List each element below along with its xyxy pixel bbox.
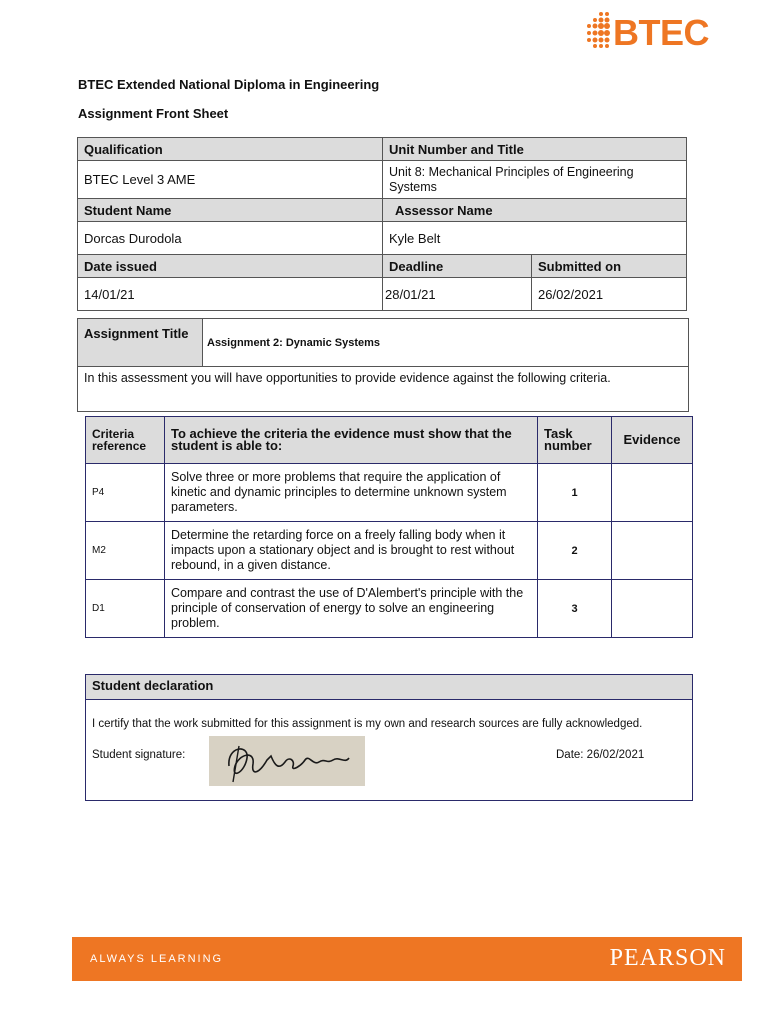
criteria-ref: P4 — [86, 464, 165, 522]
assignment-box — [77, 318, 689, 412]
handwritten-signature-icon — [209, 736, 365, 786]
unit-label: Unit Number and Title — [383, 138, 687, 161]
evidence-cell — [612, 580, 693, 638]
criteria-header-row — [86, 417, 693, 464]
table-row — [86, 464, 693, 522]
pearson-logo-text: PEARSON — [609, 945, 726, 971]
declaration-statement: I certify that the work submitted for this assignment is my own and research sources are fully acknowledged. — [92, 718, 643, 730]
criteria-text: Determine the retarding force on a freely falling body when it impacts upon a stationary object and is brought to rest without rebound, in a given distance. — [165, 522, 538, 580]
task-number: 3 — [538, 580, 612, 638]
criteria-ref: M2 — [86, 522, 165, 580]
evidence-header: Evidence — [612, 417, 693, 464]
front-sheet-table — [77, 137, 687, 311]
date-issued-label: Date issued — [78, 255, 383, 278]
table-row — [86, 522, 693, 580]
student-declaration-box — [85, 674, 693, 801]
btec-dots-icon — [583, 10, 613, 54]
declaration-heading: Student declaration — [86, 675, 692, 700]
assignment-description-text: In this assessment you will have opportunities to provide evidence against the following criteria. — [84, 371, 611, 385]
pearson-footer — [72, 937, 742, 981]
criteria-text: Solve three or more problems that require the application of kinetic and dynamic principles to determine unknown system parameters. — [165, 464, 538, 522]
task-number: 2 — [538, 522, 612, 580]
task-number: 1 — [538, 464, 612, 522]
student-name-value: Dorcas Durodola — [78, 222, 383, 255]
evidence-cell — [612, 464, 693, 522]
qualification-value: BTEC Level 3 AME — [78, 161, 383, 199]
qualification-label: Qualification — [78, 138, 383, 161]
submitted-label: Submitted on — [532, 255, 687, 278]
btec-logo — [583, 8, 733, 58]
submitted-value: 26/02/2021 — [532, 278, 687, 311]
criteria-ref: D1 — [86, 580, 165, 638]
assignment-title-label: Assignment Title — [78, 319, 203, 366]
assignment-title-value: Assignment 2: Dynamic Systems — [207, 337, 381, 349]
declaration-date: Date: 26/02/2021 — [556, 749, 645, 761]
assignment-title-row — [78, 319, 688, 367]
signature-image — [209, 736, 365, 786]
table-row — [86, 580, 693, 638]
deadline-label: Deadline — [383, 255, 532, 278]
assessor-value: Kyle Belt — [383, 222, 687, 255]
assignment-description — [78, 367, 688, 411]
assessor-label: Assessor Name — [383, 199, 687, 222]
criteria-requirement-header: To achieve the criteria the evidence must show that the student is able to: — [165, 417, 538, 464]
deadline-value: 28/01/21 — [383, 278, 532, 311]
signature-label: Student signature: — [92, 749, 186, 761]
criteria-table — [85, 416, 693, 638]
page-title: BTEC Extended National Diploma in Engineering — [78, 77, 380, 92]
unit-value: Unit 8: Mechanical Principles of Engineering Systems — [383, 161, 687, 199]
evidence-cell — [612, 522, 693, 580]
btec-logo-text: BTEC — [613, 12, 709, 53]
criteria-reference-header: Criteria reference — [86, 417, 165, 464]
footer-tagline: ALWAYS LEARNING — [90, 953, 224, 965]
page-subtitle: Assignment Front Sheet — [78, 106, 229, 121]
date-issued-value: 14/01/21 — [78, 278, 383, 311]
task-number-header: Task number — [538, 417, 612, 464]
criteria-text: Compare and contrast the use of D'Alembert's principle with the principle of conservation of energy to solve an engineering problem. — [165, 580, 538, 638]
student-name-label: Student Name — [78, 199, 383, 222]
